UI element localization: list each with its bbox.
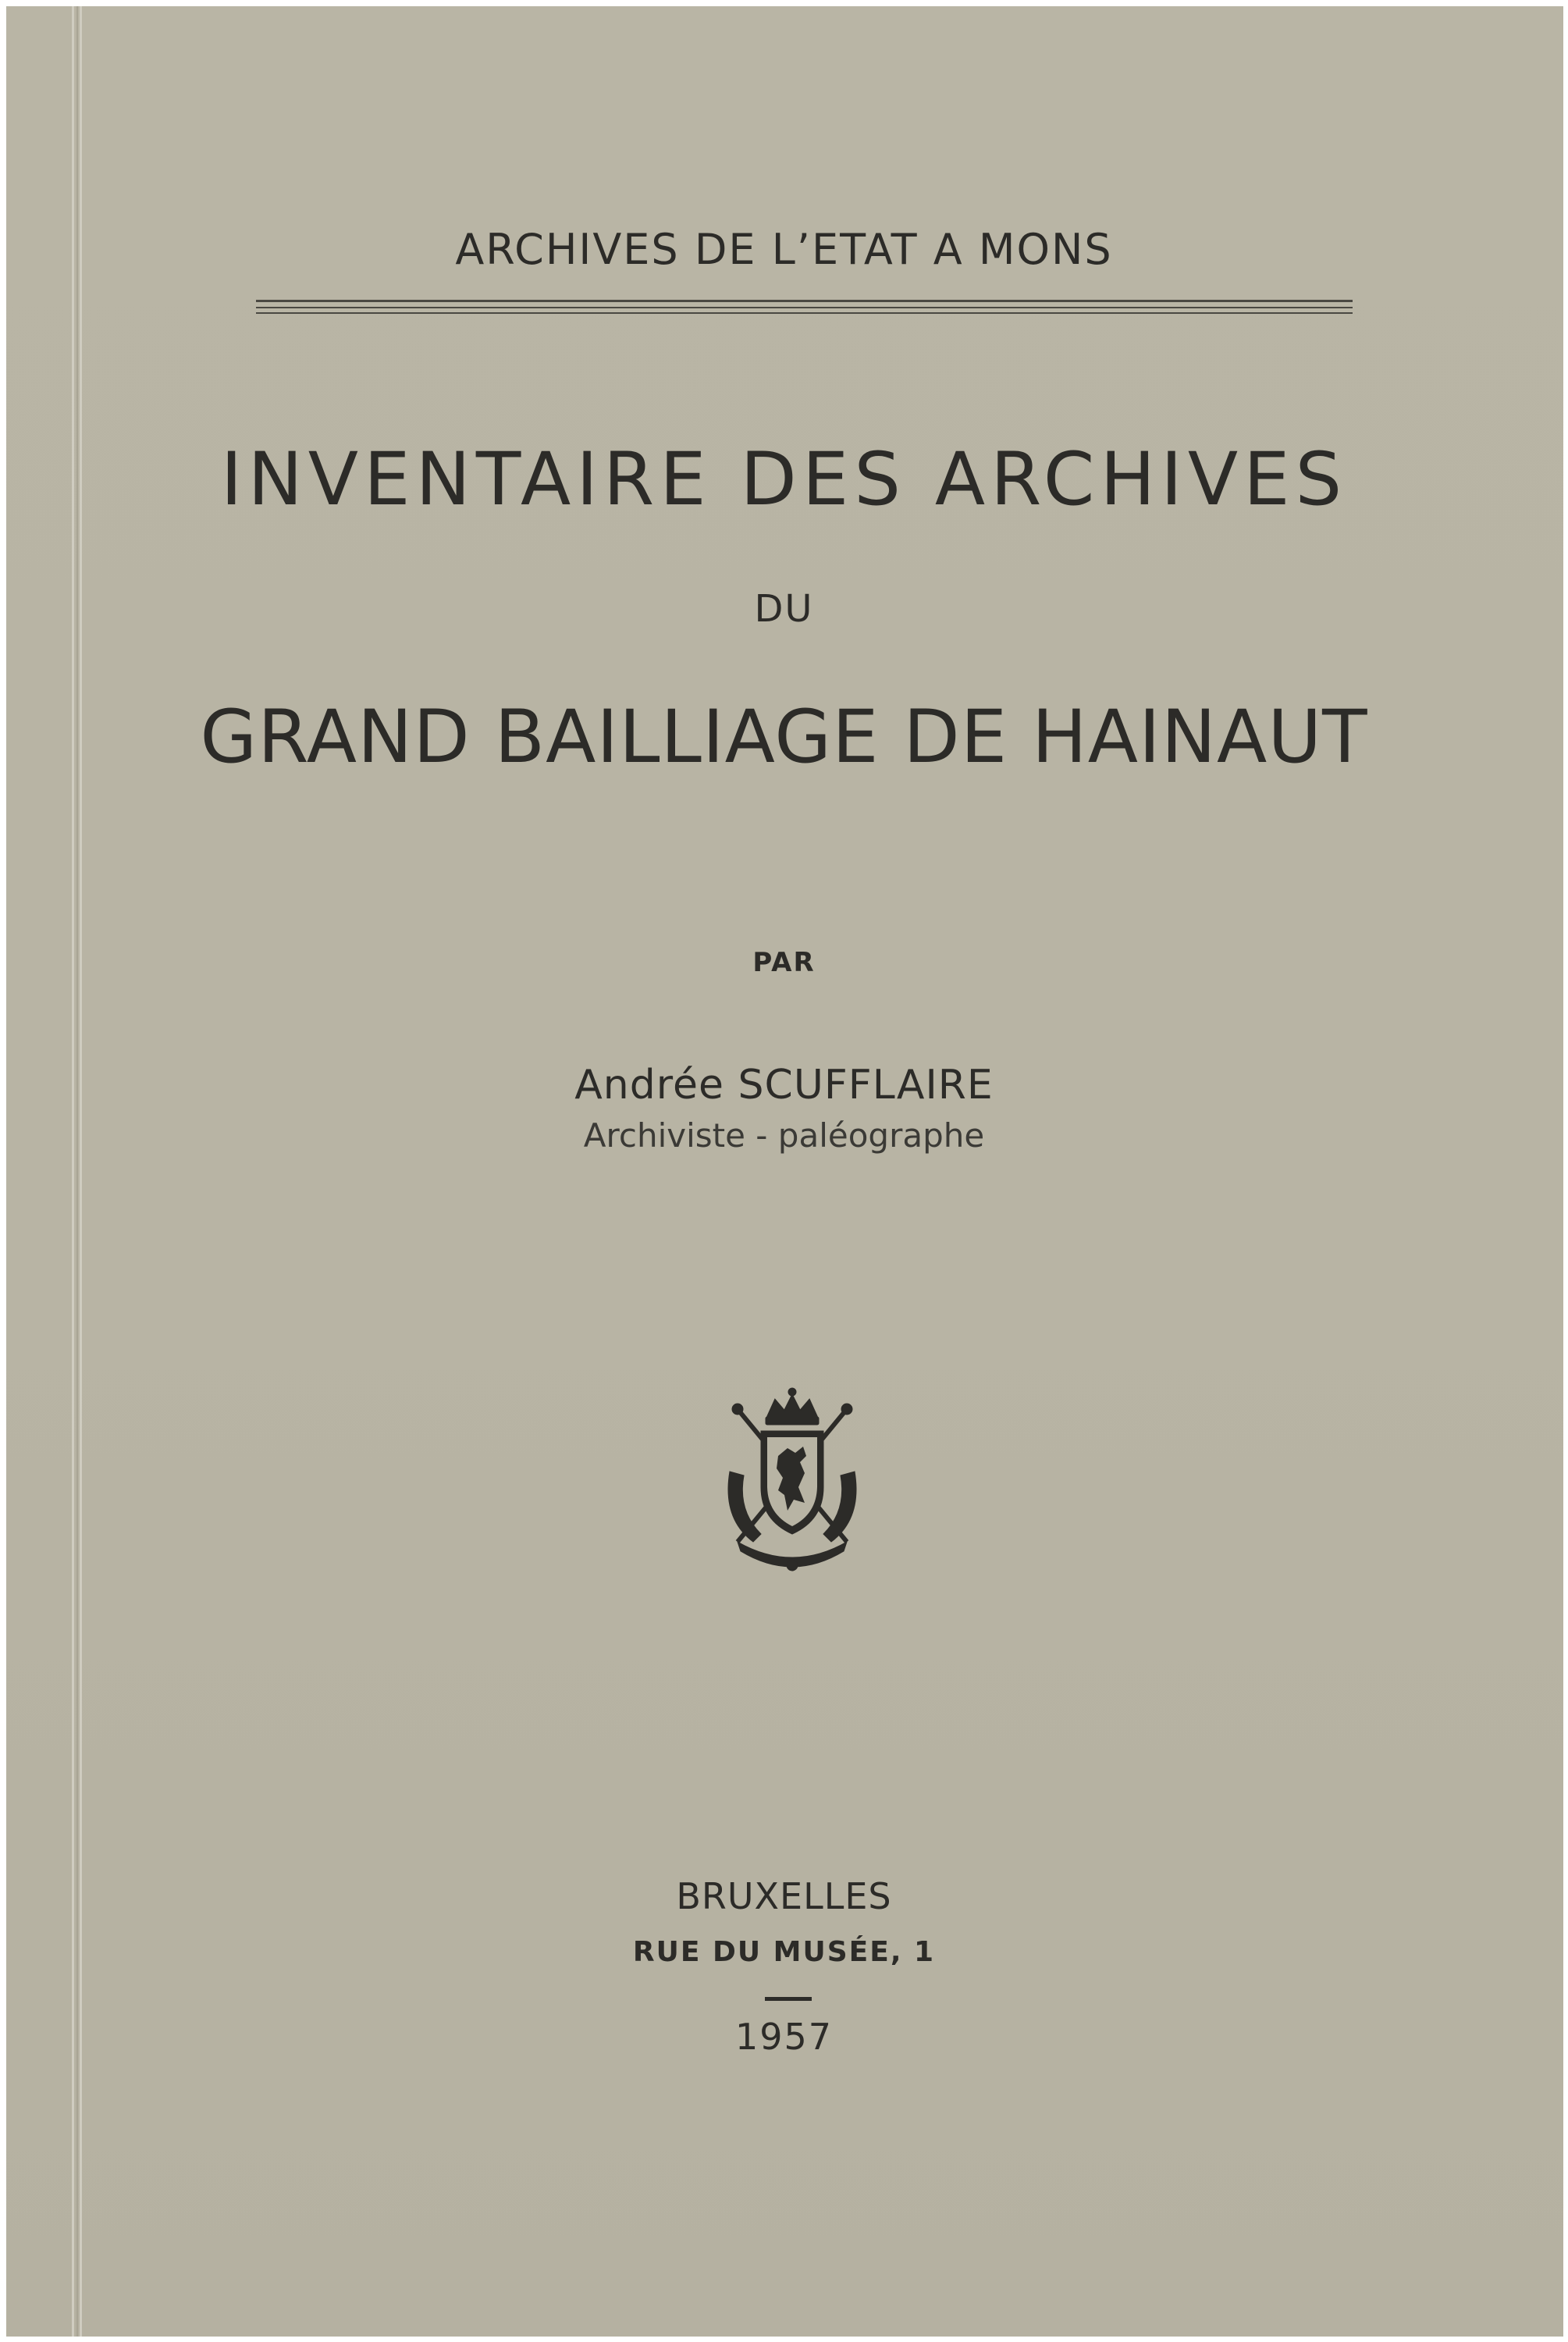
header-rule [256,312,1353,314]
imprint-street: RUE DU MUSÉE, 1 [632,1936,936,1968]
header-rule [256,307,1353,308]
title-line-2: DU [754,587,814,631]
book-cover [6,6,1563,2337]
header-rule [256,300,1353,302]
author-role: Archiviste - paléographe [583,1116,985,1155]
spine-crease-line [72,6,74,2337]
spine-crease-line [80,6,82,2337]
title-line-3: GRAND BAILLIAGE DE HAINAUT [200,695,1368,780]
title-line-1: INVENTAIRE DES ARCHIVES [220,437,1348,522]
imprint-separator [765,1997,812,2001]
belgian-coat-of-arms-icon [706,1386,878,1589]
imprint-year: 1957 [734,2016,834,2058]
spine-crease-shadow [76,6,78,2337]
author-name: Andrée SCUFFLAIRE [574,1062,994,1109]
byline-par: PAR [752,947,816,978]
series-heading: ARCHIVES DE L’ETAT A MONS [455,225,1113,274]
imprint-city: BRUXELLES [676,1875,892,1917]
